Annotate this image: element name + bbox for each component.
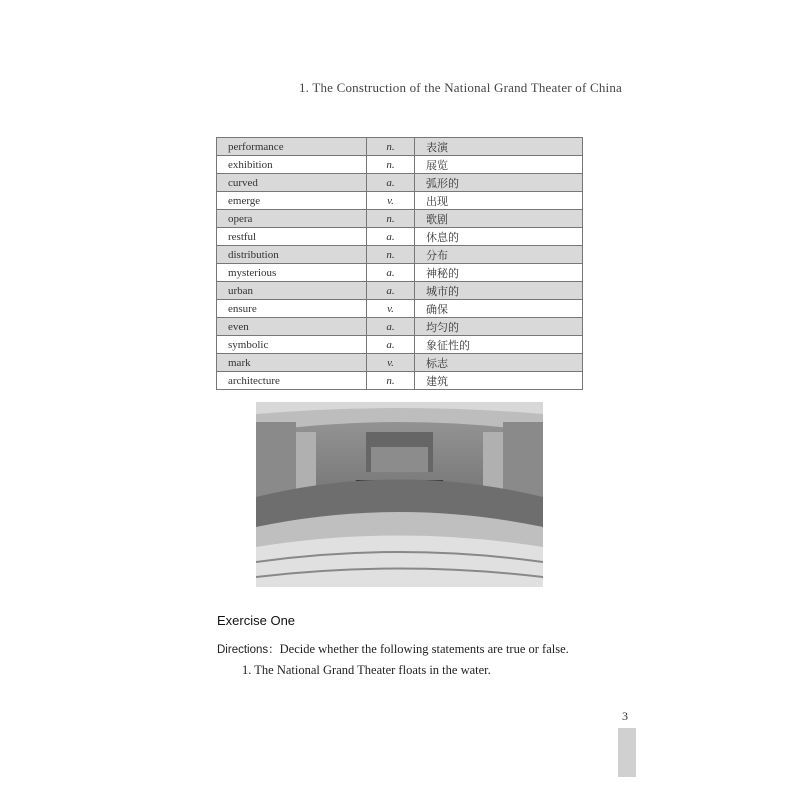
vocabulary-table bbox=[216, 137, 583, 390]
vocab-row bbox=[217, 354, 583, 372]
vocab-meaning: 标志 bbox=[415, 354, 583, 372]
vocab-pos: n. bbox=[367, 210, 415, 228]
vocab-meaning: 表演 bbox=[415, 138, 583, 156]
vocab-row bbox=[217, 228, 583, 246]
vocab-meaning: 弧形的 bbox=[415, 174, 583, 192]
vocab-row bbox=[217, 264, 583, 282]
vocab-pos: n. bbox=[367, 138, 415, 156]
vocab-meaning: 确保 bbox=[415, 300, 583, 318]
vocab-row bbox=[217, 336, 583, 354]
vocab-pos: a. bbox=[367, 318, 415, 336]
vocab-meaning: 象征性的 bbox=[415, 336, 583, 354]
vocab-row bbox=[217, 138, 583, 156]
vocab-row bbox=[217, 210, 583, 228]
page-number: 3 bbox=[622, 709, 628, 723]
vocab-word: curved bbox=[217, 174, 367, 192]
vocab-pos: a. bbox=[367, 282, 415, 300]
vocab-word: performance bbox=[217, 138, 367, 156]
vocab-meaning: 分布 bbox=[415, 246, 583, 264]
vocab-pos: a. bbox=[367, 174, 415, 192]
vocab-meaning: 建筑 bbox=[415, 372, 583, 390]
vocab-word: ensure bbox=[217, 300, 367, 318]
vocab-word: urban bbox=[217, 282, 367, 300]
vocab-word: symbolic bbox=[217, 336, 367, 354]
vocab-pos: n. bbox=[367, 372, 415, 390]
vocab-meaning: 休息的 bbox=[415, 228, 583, 246]
vocab-row bbox=[217, 174, 583, 192]
vocab-row bbox=[217, 300, 583, 318]
page-edge-tab bbox=[618, 728, 636, 777]
running-header: 1. The Construction of the National Grand Theater of China bbox=[298, 80, 622, 95]
vocab-pos: a. bbox=[367, 336, 415, 354]
vocab-pos: n. bbox=[367, 156, 415, 174]
vocab-meaning: 神秘的 bbox=[415, 264, 583, 282]
vocab-meaning: 出现 bbox=[415, 192, 583, 210]
vocab-pos: v. bbox=[367, 354, 415, 372]
directions-label: Directions： bbox=[217, 644, 280, 656]
vocab-word: even bbox=[217, 318, 367, 336]
concert-hall-photo bbox=[256, 402, 543, 587]
vocab-meaning: 均匀的 bbox=[415, 318, 583, 336]
vocab-meaning: 城市的 bbox=[415, 282, 583, 300]
vocab-pos: v. bbox=[367, 192, 415, 210]
vocab-pos: a. bbox=[367, 228, 415, 246]
vocab-pos: v. bbox=[367, 300, 415, 318]
vocab-pos: a. bbox=[367, 264, 415, 282]
vocab-row bbox=[217, 372, 583, 390]
vocab-row bbox=[217, 282, 583, 300]
vocab-word: distribution bbox=[217, 246, 367, 264]
directions-text: Decide whether the following statements are true or false. bbox=[279, 642, 569, 656]
exercise-item: 1. The National Grand Theater floats in the water. bbox=[242, 663, 491, 677]
vocab-word: mark bbox=[217, 354, 367, 372]
vocab-word: architecture bbox=[217, 372, 367, 390]
vocab-word: restful bbox=[217, 228, 367, 246]
vocab-row bbox=[217, 156, 583, 174]
exercise-title: Exercise One bbox=[217, 613, 296, 628]
exercise-directions bbox=[217, 641, 569, 657]
vocab-word: exhibition bbox=[217, 156, 367, 174]
vocab-row bbox=[217, 246, 583, 264]
vocab-row bbox=[217, 318, 583, 336]
vocab-meaning: 歌剧 bbox=[415, 210, 583, 228]
vocab-word: opera bbox=[217, 210, 367, 228]
vocab-pos: n. bbox=[367, 246, 415, 264]
vocab-word: emerge bbox=[217, 192, 367, 210]
vocab-meaning: 展览 bbox=[415, 156, 583, 174]
vocab-word: mysterious bbox=[217, 264, 367, 282]
vocab-row bbox=[217, 192, 583, 210]
